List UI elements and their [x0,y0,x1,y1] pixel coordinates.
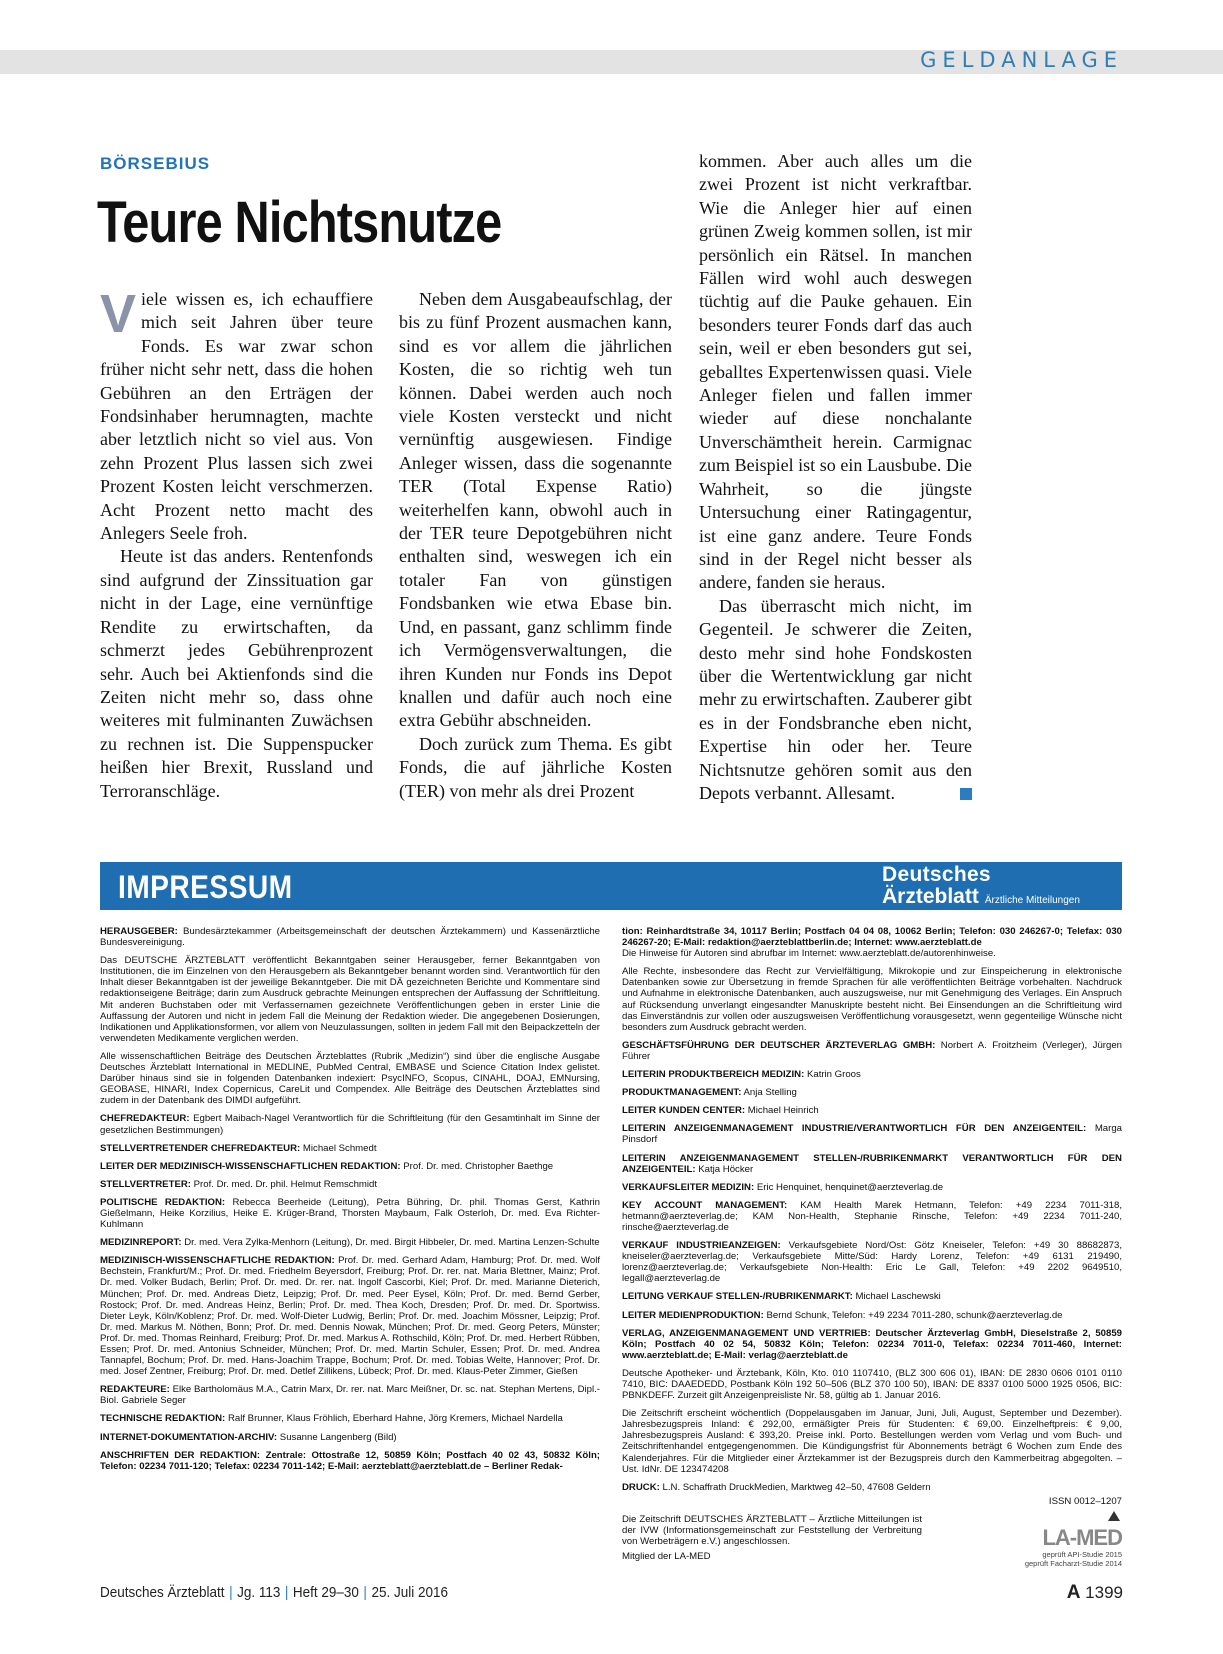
impressum-entry-label: STELLVERTRETENDER CHEFREDAKTEUR: [100,1142,301,1154]
impressum-entry-label: LEITER KUNDEN CENTER: [622,1105,746,1117]
footer-issue: Heft 29–30 [292,1584,359,1601]
impressum-entry-label: LEITERIN ANZEIGENMANAGEMENT STELLEN-/RUBRIKENMARKT VERANTWORTLICH FÜR DEN ANZEIGENTEIL: [622,1152,1122,1175]
impressum-entry-text: Egbert Maibach-Nagel Verantwortlich für die Schriftleitung (für den Gesamtinhalt im Sinne der gesetzlichen Bestimmungen) [100,1113,600,1136]
paragraph: Heute ist das anders. Rentenfonds sind aufgrund der Zinssituation gar nicht in der Lage, eine vernünftige Rendite zu erwirtschaften, da schmerzt jedes Gebührenprozent sehr. Auch bei Aktienfonds sind die Zeiten nicht mehr so, dass ohne weiteres mit fulminanten Zuwächsen zu rechnen ist. Die Suppenspucker heißen hier Brexit, Russland und Terroranschläge. [100,546,373,801]
ivw-notice: Die Zeitschrift DEUTSCHES ÄRZTEBLATT – Ärztliche Mitteilungen ist der IVW (Informationsgemeinschaft zur Feststellung der Verbreitung von Werbeträgern e.V.) angeschlossen. [622,1513,922,1548]
lamed-logo [1020,1508,1122,1568]
impressum-entry-text: Das DEUTSCHE ÄRZTEBLATT veröffentlicht Bekanntgaben seiner Herausgeber, ferner Bekanntgaben von Institutionen, die im Einzelnen von den Herausgebern als Bekanntgeber benannt worden sind. Verantwortlich für den Inhalt dieser Bekanntgaben ist der jeweilige Bekanntgeber. Die mit DÄ gezeichneten Berichte und Kommentare sind redaktionseigene Beiträge; darin zum Ausdruck gebrachte Meinungen entsprechen der Auffassung der Schriftleitung. Mit anderen Buchstaben oder mit Verfassernamen gezeichnete Veröffentlichungen geben in erster Linie die Auffassung der Autoren und nicht in jedem Fall die Meinung der Redaktion wieder. Die angegebenen Dosierungen, Indikationen und Applikationsformen, vor allem von Neuzulassungen, sollten in jedem Fall mit den Beipackzetteln der verwendeten Medikamente verglichen werden. [100,955,600,1044]
impressum-entry-text: Michael Laschewski [855,1291,941,1303]
impressum-entry [622,1200,1122,1233]
impressum-entry [100,1237,600,1248]
impressum-entry-label: ANSCHRIFTEN DER REDAKTION: Zentrale: Ottostraße 12, 50859 Köln; Postfach 40 02 43, 50832 Köln; Telefon: 02234 7011-120; Telefax: 02234 7011-142; E-Mail: aerzteblatt@aerzteblatt.de – Berliner Redak- [100,1449,600,1472]
impressum-entry-label: STELLVERTRETER: [100,1178,191,1190]
impressum-entry [622,1153,1122,1175]
impressum-entry-text: Eric Henquinet, henquinet@aerzteverlag.de [756,1181,944,1193]
paragraph: Das überrascht mich nicht, im Gegenteil. Je schwerer die Zeiten, desto mehr sind hohe Fondskosten über die Wertentwicklung gar nicht mehr zu erwirtschaften. Zauberer gibt es in der Fondsbranche eben nicht, Expertise hin oder her. Teure Nichtsnutze gehören somit aus den Depots verbannt. Allesamt. [699,595,972,803]
impressum-entry-label: DRUCK: [622,1481,660,1493]
impressum-entry-text: Rebecca Beerheide (Leitung), Petra Bühring, Dr. phil. Thomas Gerst, Kathrin Gießelmann, Heike Korzilius, Heike E. Krüger-Brand, Thorsten Maybaum, Falk Osterloh, Dr. med. Eva Richter-Kuhlmann [100,1196,600,1231]
impressum-entry-text: Prof. Dr. med. Christopher Baethge [403,1160,554,1172]
impressum-entry-label: tion: Reinhardtstraße 34, 10117 Berlin; Postfach 04 04 08, 10062 Berlin; Telefon: 030 246267-0; Telefax: 030 246267-20; E-Mail: redaktion@aerzteblattberlin.de; Internet: www.aerzteblatt.de [622,926,1122,949]
impressum-entry-text: Bernd Schunk, Telefon: +49 2234 7011-280, schunk@aerzteverlag.de [766,1309,1063,1321]
impressum-entry-text: Elke Bartholomäus M.A., Catrin Marx, Dr. rer. nat. Marc Meißner, Dr. sc. nat. Stephan Mertens, Dipl.-Biol. Gabriele Seger [100,1384,600,1407]
impressum-entry [622,1123,1122,1145]
impressum-entry-label: CHEFREDAKTEUR: [100,1113,190,1125]
impressum-entry [622,1240,1122,1284]
page-number [1067,1582,1123,1604]
impressum-entry-text: Ralf Brunner, Klaus Fröhlich, Eberhard Hahne, Jörg Kremers, Michael Nardella [227,1413,563,1425]
impressum-entry [622,1105,1122,1116]
impressum-entry-label: LEITERIN PRODUKTBEREICH MEDIZIN: [622,1069,805,1081]
impressum-entry [622,1328,1122,1361]
impressum-column-left [100,926,600,1479]
paragraph: kommen. Aber auch alles um die zwei Prozent ist nicht verkraftbar. Wie die Anleger hier auf einen grünen Zweig kommen sollen, ist mir persönlich ein Rätsel. In manchen Fällen wird wohl auch deswegen tüchtig auf die Pauke gehauen. Ein besonders teurer Fonds darf das auch sein, weil er eben besonders gut sei, geballtes Expertenwissen quasi. Viele Anleger fielen und fallen immer wieder auf diese nonchalante Unverschämtheit herein. Carmignac zum Beispiel ist so ein Lausbube. Die Wahrheit, so die jüngste Untersuchung einer Ratingagentur, ist eine ganz andere. Teure Fonds sind in der Regel nicht besser als andere, fanden sie heraus. [699,151,972,593]
impressum-entry-text: Prof. Dr. med. Dr. phil. Helmut Remschmidt [193,1178,378,1190]
impressum-entry-text: Norbert A. Froitzheim (Verleger), Jürgen Führer [622,1039,1122,1062]
warning-triangle-icon [1108,1511,1120,1521]
impressum-entry-text: Bundesärztekammer (Arbeitsgemeinschaft der deutschen Ärztekammern) und Kassenärztliche Bundesvereinigung. [100,926,601,949]
impressum-entry-text: Susanne Langenberg (Bild) [279,1431,397,1443]
impressum-entry-label: VERLAG, ANZEIGENMANAGEMENT UND VERTRIEB: Deutscher Ärzteverlag GmbH, Dieselstraße 2, 50859 Köln; Postfach 40 02 54, 50832 Köln; Telefon: 02234 7011-0, Telefax: 02234 7011-460, Internet: www.aerzteblatt.de; E-Mail: verlag@aerzteblatt.de [622,1327,1122,1361]
impressum-entry-text: Verkaufsgebiete Nord/Ost: Götz Kneiseler, Telefon: +49 30 88682873, kneiseler@aerzteverlag.de; Verkaufsgebiete Mitte/Süd: Hardy Lorenz, Telefon: +49 6131 219490, lorenz@aerzteverlag.de; Verkaufsgebiete Non-Health: Eric Le Gall, Telefon: +49 2202 9649510, legall@aerzteverlag.de [622,1240,1122,1285]
impressum-entry-label: POLITISCHE REDAKTION: [100,1196,226,1208]
footer-date: 25. Juli 2016 [371,1584,449,1601]
impressum-entry [622,926,1122,959]
impressum-entry [100,1255,600,1377]
brand-subtitle: Ärztliche Mitteilungen [984,895,1080,906]
paragraph: Neben dem Ausgabeaufschlag, der bis zu fünf Prozent ausmachen kann, sind es vor allem die jährlichen Kosten, die so richtig weh tun können. Dabei werden auch noch viele Kosten versteckt und nicht vernünftig ausgewiesen. Findige Anleger wissen, dass die sogenannte TER (Total Expense Ratio) weiterhelfen kann, obwohl auch in der TER teure Depotgebühren nicht enthalten sind, weswegen ich ein totaler Fan von günstigen Fondsbanken wie etwa Ebase bin. Und, en passant, ganz schlimm finde ich Vermögensverwaltungen, die ihren Kunden nur Fonds ins Depot knallen und dafür auch noch eine extra Gebühr abschneiden. [399,289,672,731]
brand-line-1: Deutsches [882,863,991,886]
footer-separator: | [363,1584,367,1601]
end-mark-icon [960,788,972,800]
section-label: GELDANLAGE [920,48,1123,72]
impressum-entry [100,955,600,1044]
impressum-entry [100,1143,600,1154]
impressum-entry-text: Michael Heinrich [747,1105,819,1117]
brand-line-2: Ärzteblatt [882,885,979,908]
impressum-entry-text: Deutsche Apotheker- und Ärztebank, Köln, Kto. 010 1107410, (BLZ 300 606 01), IBAN: DE 2830 0606 0101 0110 7410, BIC: DAAEDEDD, Postbank Köln 192 50–506 (BLZ 370 100 50), IBAN: DE 8337 0100 5000 1925 0506, BIC: PBNKDEFF. Zurzeit gilt Anzeigenpreisliste Nr. 58, gültig ab 1. Januar 2016. [622,1367,1122,1402]
page-number-value: 1399 [1085,1583,1123,1602]
paragraph: iele wissen es, ich echauffiere mich seit Jahren über teure Fonds. Es war zwar schon früher nicht sehr nett, dass die hohen Gebühren an den Erträgen der Fondsinhaber herumnagten, machte aber letztlich nicht so viel aus. Von zehn Prozent Plus lassen sich zwei Prozent Kosten leicht verschmerzen. Acht Prozent netto macht des Anlegers Seele froh. [100,289,373,544]
impressum-entry [100,1450,600,1472]
page-prefix: A [1066,1582,1081,1603]
impressum-entry-label: TECHNISCHE REDAKTION: [100,1413,226,1425]
lamed-study-1: geprüft API-Studie 2015 [1042,1550,1122,1559]
impressum-entry [622,1087,1122,1098]
impressum-entry [622,1182,1122,1193]
impressum-entry [622,1040,1122,1062]
impressum-entry [622,966,1122,1033]
impressum-entry-label: VERKAUF INDUSTRIEANZEIGEN: [622,1240,781,1252]
footer-separator: | [229,1584,233,1601]
impressum-entry [622,1291,1122,1302]
impressum-entry [100,926,600,948]
impressum-entry [100,1051,600,1106]
impressum-entry-label: LEITER MEDIENPRODUKTION: [622,1309,764,1321]
brand-logo [882,864,1122,912]
impressum-entry-text: Michael Schmedt [302,1142,377,1154]
impressum-entry-label: LEITERIN ANZEIGENMANAGEMENT INDUSTRIE/VERANTWORTLICH FÜR DEN ANZEIGENTEIL: [622,1123,1087,1135]
issn: ISSN 0012–1207 [1048,1495,1122,1507]
article-headline: Teure Nichtsnutze [97,190,502,255]
paragraph: Doch zurück zum Thema. Es gibt Fonds, die auf jährliche Kosten (TER) von mehr als drei Prozent [399,733,672,801]
column-kicker: BÖRSEBIUS [100,154,211,173]
impressum-entry-label: KEY ACCOUNT MANAGEMENT: [622,1199,788,1211]
impressum-entry-label: INTERNET-DOKUMENTATION-ARCHIV: [100,1431,278,1443]
impressum-entry-label: GESCHÄFTSFÜHRUNG DER DEUTSCHER ÄRZTEVERLAG GMBH: [622,1039,936,1051]
impressum-entry-text: Marga Pinsdorf [622,1123,1123,1146]
impressum-entry-label: PRODUKTMANAGEMENT: [622,1087,742,1099]
page-footer [100,1584,448,1601]
article-column-3 [699,150,972,805]
article-column-2 [399,288,672,803]
impressum-entry [622,1482,1122,1493]
impressum-entry [100,1432,600,1443]
impressum-title: IMPRESSUM [118,869,293,905]
impressum-entry-label: LEITER DER MEDIZINISCH-WISSENSCHAFTLICHEN REDAKTION: [100,1160,401,1172]
impressum-entry-text: Katrin Groos [806,1069,861,1081]
footer-publication: Deutsches Ärzteblatt [100,1584,225,1601]
impressum-entry [100,1161,600,1172]
lamed-study-2: geprüft Facharzt-Studie 2014 [1024,1559,1122,1568]
impressum-entry-label: REDAKTEURE: [100,1384,170,1396]
impressum-entry-text: Dr. med. Vera Zylka-Menhorn (Leitung), Dr. med. Birgit Hibbeler, Dr. med. Martina Lenzen-Schulte [184,1237,600,1249]
impressum-entry [622,1069,1122,1080]
footer-separator: | [284,1584,289,1601]
lamed-member: Mitglied der LA-MED [622,1551,711,1563]
impressum-entry [100,1197,600,1230]
impressum-entry-text: Prof. Dr. med. Gerhard Adam, Hamburg; Prof. Dr. med. Wolf Bechstein, Frankfurt/M.; Prof. Dr. med. Friedhelm Beyersdorf, Freiburg; Prof. Dr. rer. nat. Maria Blettner, Mainz; Prof. Dr. med. Volker Budach, Berlin; Prof. Dr. med. Dr. rer. nat. Ingolf Cascorbi, Kiel; Prof. Dr. med. Marianne Dieterich, München; Prof. Dr. med. Andreas Dietz, Leipzig; Prof. Dr. med. Peer Eysel, Köln; Prof. Dr. med. Bernd Gerber, Rostock; Prof. Dr. med. Andreas Heinz, Berlin; Prof. Dr. med. Thea Koch, Dresden; Prof. Dr. med. Dr. Sportwiss. Dieter Leyk, Köln/Koblenz; Prof. Dr. med. Wolf-Dieter Ludwig, Berlin; Prof. Dr. med. Joachim Mössner, Leipzig; Prof. Dr. med. Markus M. Nöthen, Bonn; Prof. Dr. med. Dennis Nowak, München; Prof. Dr. med. Georg Peters, Münster; Prof. Dr. med. Thomas Reinhard, Freiburg; Prof. Dr. med. Markus A. Rothschild, Köln; Prof. Dr. med. Herbert Rübben, Essen; Prof. Dr. med. Antonius Schneider, München; Prof. Dr. med. Martin Schuler, Essen; Prof. Dr. med. Andrea Tannapfel, Bochum; Prof. Dr. med. Hans-Joachim Trappe, Bochum; Prof. Dr. med. Tobias Welte, Hannover; Prof. Dr. med. Josef Zentner, Freiburg; Prof. Dr. med. Detlef Zillikens, Lübeck; Prof. Dr. med. Klaus-Peter Zimmer, Gießen [100,1255,600,1378]
impressum-entry [100,1413,600,1424]
impressum-entry [622,1408,1122,1475]
impressum-entry-text: Die Zeitschrift erscheint wöchentlich (Doppelausgaben im Januar, Juni, Juli, August, September und Dezember). Jahresbezugspreis Inland: € 292,00, ermäßigter Preis für Studenten: € 69,00. Einzelheftpreis: € 9,00, Jahresbezugspreis Ausland: € 393,20. Preise inkl. Porto. Bestellungen werden vom Verlag und vom Buch- und Zeitschriftenhandel entgegengenommen. Die Kündigungsfrist für Abonnements beträgt 6 Wochen zum Ende des Kalenderjahres. Für die Mitglieder einer Ärztekammer ist der Bezugspreis durch den Kammerbeitrag abgegolten. – Ust. IdNr. DE 123474208 [622,1408,1122,1475]
impressum-entry-text: Alle wissenschaftlichen Beiträge des Deutschen Ärzteblattes (Rubrik „Medizin“) sind über die englische Ausgabe Deutsches Ärzteblatt International in MEDLINE, PubMed Central, EMBASE und Science Citation Index gelistet. Darüber hinaus sind sie in folgenden Datenbanken indexiert: PsycINFO, Scopus, CINAHL, DOAJ, EMNursing, GEOBASE, HINARI, Index Copernicus, CareLit und Compendex. Alle Beiträge des Deutschen Ärzteblattes sind zudem in der Datenbank des DIMDI aufgeführt. [100,1050,600,1107]
article-column-1 [100,284,373,803]
impressum-entry-text: Katja Höcker [698,1163,754,1175]
impressum-entry-text: KAM Health Marek Hetmann, Telefon: +49 2234 7011-318, hetmann@aerzteverlag.de; KAM Non-Health, Stephanie Rinsche, Telefon: +49 2234 7011-240, rinsche@aerzteverlag.de [622,1199,1122,1233]
impressum-entry [100,1113,600,1135]
impressum-entry-text: Alle Rechte, insbesondere das Recht zur Vervielfältigung, Mikrokopie und zur Einspeicherung in elektronische Datenbanken sowie zur Übersetzung in fremde Sprachen für alle veröffentlichten Beiträge vorbehalten. Nachdruck und Aufnahme in elektronische Datenbanken, auch auszugsweise, nur mit Genehmigung des Verlages. Ein Anspruch auf Rücksendung unverlangt eingesandter Manuskripte besteht nicht. Bei Einsendungen an die Schriftleitung wird das Einverständnis zur vollen oder auszugsweisen Veröffentlichung vorausgesetzt, wenn gegenteilige Wünsche nicht besonders zum Ausdruck gebracht werden. [622,966,1122,1033]
drop-cap: V [100,284,137,344]
impressum-entry [100,1384,600,1406]
impressum-entry-label: MEDIZINISCH-WISSENSCHAFTLICHE REDAKTION: [100,1255,335,1267]
impressum-column-right [622,926,1122,1569]
impressum-entry [100,1179,600,1190]
impressum-entry-label: HERAUSGEBER: [100,926,178,937]
impressum-entry-text: Die Hinweise für Autoren sind abrufbar im Internet: www.aerzteblatt.de/autorenhinweise. [622,948,996,960]
lamed-logo-text: LA-MED [1042,1525,1122,1550]
impressum-entry-text: L.N. Schaffrath DruckMedien, Marktweg 42–50, 47608 Geldern [662,1481,931,1493]
footer-volume: Jg. 113 [237,1584,281,1601]
impressum-entry-text: Anja Stelling [743,1087,797,1099]
impressum-entry [622,1310,1122,1321]
impressum-entry-label: LEITUNG VERKAUF STELLEN-/RUBRIKENMARKT: [622,1291,853,1303]
impressum-entry [622,1368,1122,1401]
impressum-entry-label: VERKAUFSLEITER MEDIZIN: [622,1181,755,1193]
impressum-entry-label: MEDIZINREPORT: [100,1237,182,1249]
